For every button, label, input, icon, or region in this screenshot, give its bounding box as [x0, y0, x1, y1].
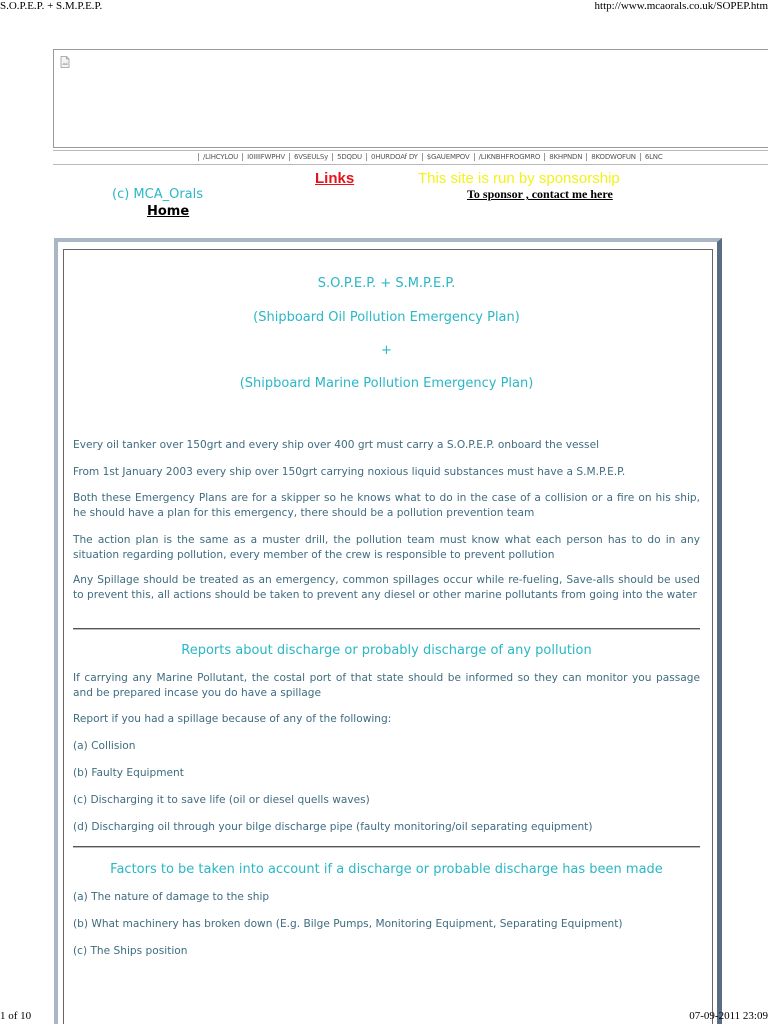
paragraph: Report if you had a spillage because of any of the following:: [73, 713, 392, 725]
list-item: (b) Faulty Equipment: [73, 767, 184, 779]
paragraph: If carrying any Marine Pollutant, the costal port of that state should be informed so they can monitor you passage and be prepared incase you do have a spillage: [73, 672, 700, 699]
list-item: (b) What machinery has broken down (E.g. Bilge Pumps, Monitoring Equipment, Separating Equipment): [73, 918, 623, 930]
menu-item[interactable]: 0HURDOAf DY: [366, 153, 422, 161]
paragraph: The action plan is the same as a muster drill, the pollution team must know what each person has to do in any situation regarding pollution, every member of the crew is responsible to prevent pollution: [73, 534, 700, 561]
menu-item[interactable]: 6VSEULSy: [289, 153, 332, 161]
paragraph: Every oil tanker over 150grt and every ship over 400 grt must carry a S.O.P.E.P. onboard the vessel: [73, 439, 600, 451]
page-subtitle-smpep: (Shipboard Marine Pollution Emergency Plan): [239, 376, 534, 391]
sponsor-contact-link[interactable]: To sponsor , contact me here: [467, 187, 613, 201]
copyright-text: (c) MCA_Orals: [112, 187, 204, 202]
menu-item[interactable]: 6LNC: [640, 153, 667, 161]
print-header: [0, 0, 768, 14]
plus-sign: +: [381, 343, 392, 358]
sponsorship-notice: This site is run by sponsorship: [418, 170, 620, 187]
menu-item[interactable]: /LIKNBHFROGMRO: [474, 153, 545, 161]
menu-item[interactable]: 5DQDU: [332, 153, 366, 161]
list-item: (a) The nature of damage to the ship: [73, 891, 270, 903]
content-frame-inner: [63, 249, 713, 1024]
menu-item[interactable]: I0IIIIFWPHV: [242, 153, 289, 161]
page-subtitle-sopep: (Shipboard Oil Pollution Emergency Plan): [253, 310, 520, 325]
menu-item[interactable]: 8KHPNDN: [544, 153, 586, 161]
print-page-url: http://www.mcaorals.co.uk/SOPEP.htm: [594, 0, 768, 12]
print-page-title: S.O.P.E.P. + S.M.P.E.P.: [0, 0, 103, 12]
list-item: (c) Discharging it to save life (oil or diesel quells waves): [73, 794, 370, 806]
page-title: S.O.P.E.P. + S.M.P.E.P.: [317, 276, 456, 291]
site-menu-bar: [53, 150, 768, 165]
list-item: (a) Collision: [73, 740, 136, 752]
menu-item[interactable]: 8KODWOFUN: [586, 153, 640, 161]
links-link[interactable]: Links: [315, 170, 355, 187]
section-divider: [73, 628, 700, 629]
list-item: (c) The Ships position: [73, 945, 188, 957]
menu-item[interactable]: /LIHCYLOU: [198, 153, 242, 161]
menu-item[interactable]: $GAUEMPOV: [422, 153, 474, 161]
paragraph: From 1st January 2003 every ship over 150grt carrying noxious liquid substances must have a S.M.P.E.P.: [73, 466, 626, 478]
home-link[interactable]: Home: [147, 204, 190, 219]
paragraph: Any Spillage should be treated as an emergency, common spillages occur while re-fueling, Save-alls should be used to prevent this, all actions should be taken to prevent any diesel or other marine pollutants from going into the water: [73, 574, 700, 601]
print-footer: [0, 1010, 768, 1024]
print-datetime: 07-09-2011 23:09: [689, 1010, 768, 1022]
section-heading-reports: Reports about discharge or probably discharge of any pollution: [181, 643, 592, 658]
section-heading-factors: Factors to be taken into account if a discharge or probable discharge has been made: [110, 862, 663, 877]
banner-image-frame: [53, 49, 768, 148]
section-divider: [73, 846, 700, 847]
broken-image-icon: [60, 56, 70, 68]
paragraph: Both these Emergency Plans are for a skipper so he knows what to do in the case of a collision or a fire on his ship, he should have a plan for this emergency, there should be a pollution prevention team: [73, 492, 700, 519]
list-item: (d) Discharging oil through your bilge discharge pipe (faulty monitoring/oil separating equipment): [73, 821, 593, 833]
page-number: 1 of 10: [0, 1010, 32, 1022]
